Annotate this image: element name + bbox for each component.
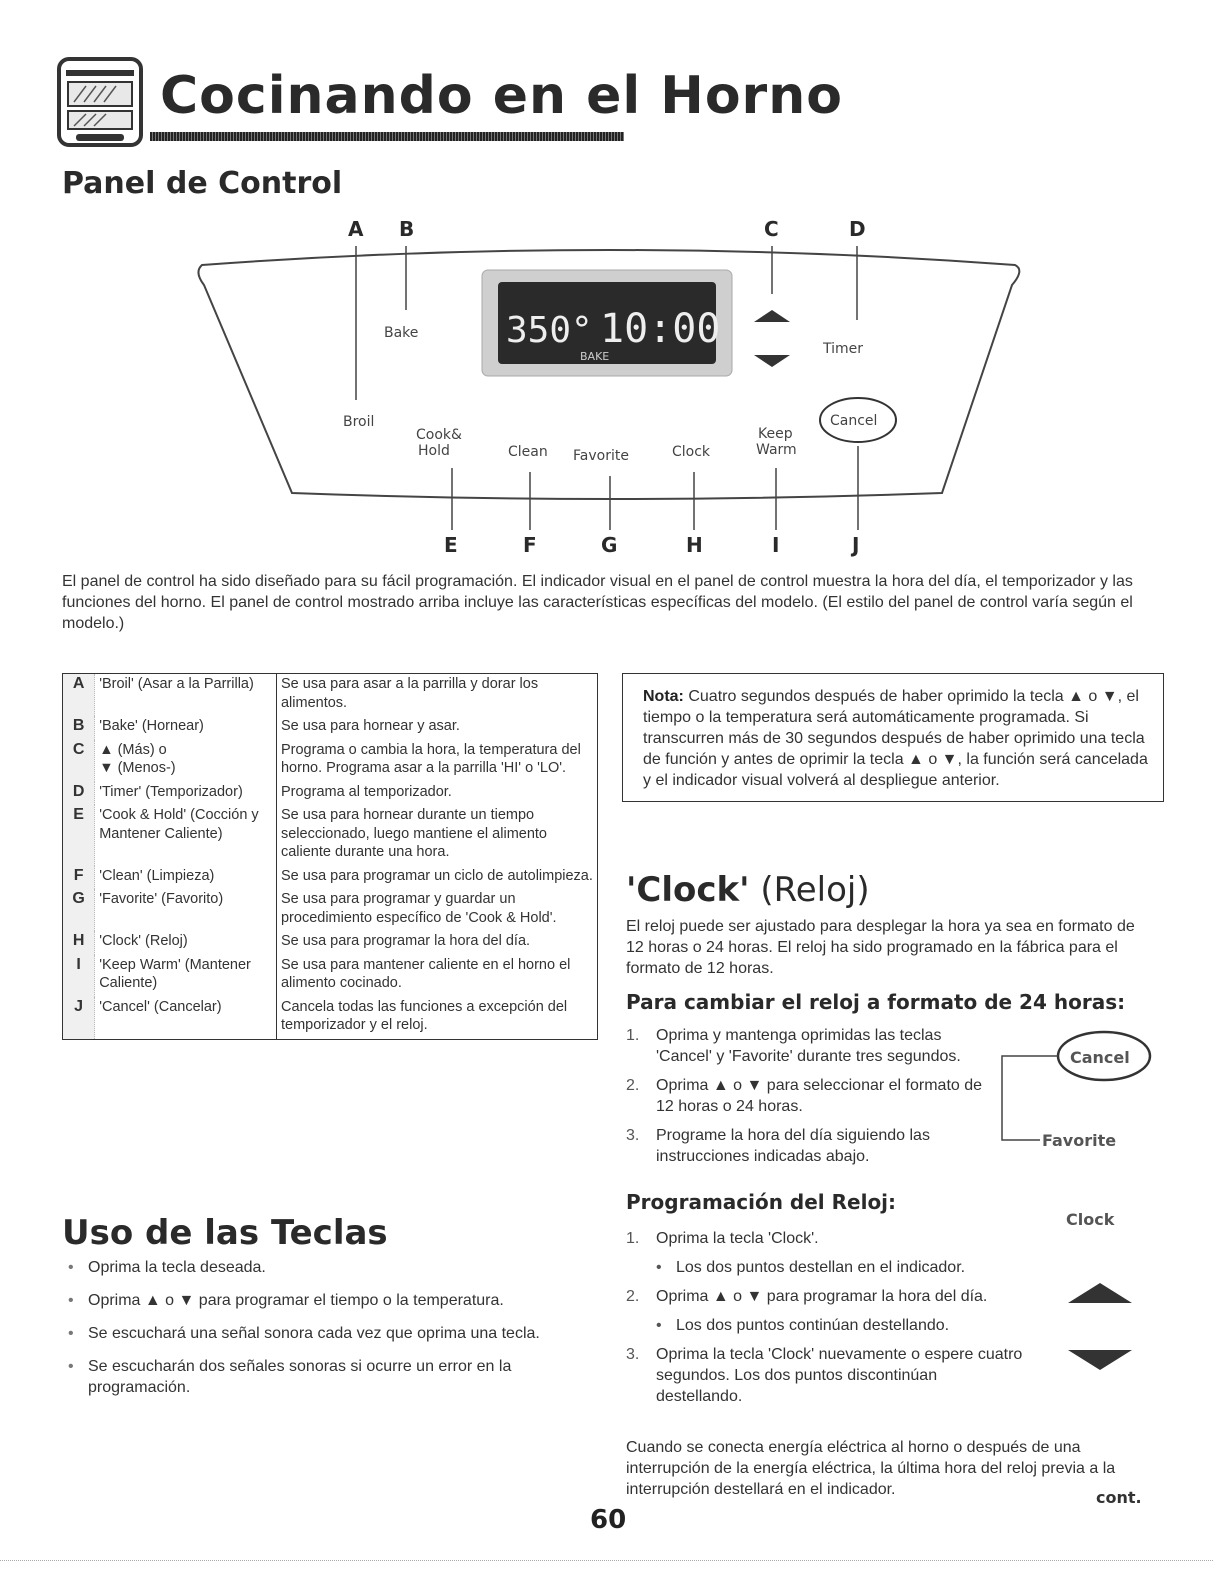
table-row (63, 740, 598, 782)
clock-steps-list (626, 1228, 1026, 1415)
clock-intro-text: El reloj puede ser ajustado para desplegar la hora ya sea en formato de 12 horas o 24 horas. El reloj ha sido programado en la fábrica para el formato de 12 horas. (626, 918, 1135, 977)
timer-button[interactable]: Timer (823, 341, 864, 357)
title-underline (150, 132, 624, 141)
letter-b: B (399, 217, 415, 241)
up-arrow-icon[interactable] (754, 310, 790, 322)
clean-button[interactable]: Clean (508, 444, 548, 460)
table-row (63, 889, 598, 931)
key-letter: F (63, 866, 95, 890)
list-item: 2. Oprima ▲ o ▼ para seleccionar el formato de 12 horas o 24 horas. (626, 1077, 983, 1115)
letter-g: G (601, 533, 618, 557)
list-item: • Se escucharán dos señales sonoras si ocurre un error en la programación. (62, 1356, 592, 1398)
key-desc: Se usa para programar y guardar un procedimiento específico de 'Cook & Hold'. (280, 891, 557, 926)
panel-section-title: Panel de Control (62, 166, 343, 201)
cook-hold-button-line1[interactable]: Cook& (416, 427, 462, 443)
display-temp: 350° (506, 310, 593, 351)
table-row (63, 716, 598, 740)
page-number: 60 (590, 1505, 627, 1535)
key-name: 'Bake' (Hornear) (95, 716, 277, 740)
table-row (63, 674, 598, 717)
key-desc: Programa o cambia la hora, la temperatura del horno. Programa asar a la parrilla 'HI' o 'LO'. (280, 741, 581, 776)
letter-f: F (523, 533, 537, 557)
keep-warm-button-line1[interactable]: Keep (758, 426, 793, 442)
key-desc: Cancela todas las funciones a excepción del temporizador y el reloj. (280, 998, 568, 1033)
broil-button[interactable]: Broil (343, 414, 375, 430)
key-name: 'Favorite' (Favorito) (95, 889, 277, 931)
list-item: • Oprima la tecla deseada. (62, 1257, 592, 1278)
key-desc: Programa al temporizador. (280, 783, 452, 800)
note-text: Cuatro segundos después de haber oprimido la tecla ▲ o ▼, el tiempo o la temperatura será automáticamente programada. Si transcurren más de 30 segundos después de haber oprimido una tecla de función y antes de oprimir la tecla ▲ o ▼, la función será cancelada y el indicador visual volverá al despliegue anterior. (643, 688, 1148, 789)
favorite-button[interactable]: Favorite (573, 448, 629, 464)
list-item: 1. Oprima la tecla 'Clock'. (626, 1230, 819, 1247)
table-row (63, 931, 598, 955)
cook-hold-button-line2[interactable]: Hold (418, 443, 450, 459)
key-letter: G (63, 889, 95, 931)
list-item: 1. Oprima y mantenga oprimidas las teclas 'Cancel' y 'Favorite' durante tres segundos. (626, 1027, 961, 1065)
keep-warm-button-line2[interactable]: Warm (756, 442, 797, 458)
cancel-favorite-illustration (1000, 1018, 1160, 1158)
list-item: • Los dos puntos continúan destellando. (656, 1317, 950, 1334)
down-arrow-icon[interactable] (754, 355, 790, 367)
list-item: • Se escuchará una señal sonora cada vez que oprima una tecla. (62, 1323, 592, 1344)
key-letter: J (63, 997, 95, 1040)
key-name: 'Cook & Hold' (Cocción y Mantener Caliente) (95, 805, 277, 866)
letter-j: J (852, 533, 860, 557)
key-letter: E (63, 805, 95, 866)
key-desc: Se usa para hornear durante un tiempo seleccionado, luego mantiene el alimento caliente durante una hora. (280, 807, 547, 860)
clock-button[interactable]: Clock (672, 444, 711, 460)
letter-a: A (348, 217, 364, 241)
key-letter: I (63, 955, 95, 997)
note-label: Nota: (643, 688, 684, 705)
key-desc: Se usa para programar un ciclo de autolimpieza. (280, 867, 593, 884)
up-arrow-icon (1068, 1283, 1132, 1303)
favorite-label: Favorite (1042, 1131, 1117, 1150)
key-name: 'Timer' (Temporizador) (95, 782, 277, 806)
key-letter: C (63, 740, 95, 782)
list-item: 3. Programe la hora del día siguiendo las instrucciones indicadas abajo. (626, 1127, 930, 1165)
key-letter: B (63, 716, 95, 740)
table-row (63, 955, 598, 997)
key-desc: Se usa para asar a la parrilla y dorar los alimentos. (280, 676, 539, 711)
display-time: 10:00 (600, 306, 721, 352)
key-name-down: (Menos-) (117, 760, 176, 776)
key-letter: H (63, 931, 95, 955)
table-row (63, 997, 598, 1040)
letter-d: D (849, 217, 866, 241)
clock-title-quoted: 'Clock' (626, 870, 750, 910)
display-mode: BAKE (580, 350, 610, 363)
key-name: 'Keep Warm' (Mantener Caliente) (95, 955, 277, 997)
list-item: 2. Oprima ▲ o ▼ para programar la hora del día. (626, 1288, 988, 1305)
continued-label: cont. (1096, 1488, 1142, 1507)
key-name: 'Clock' (Reloj) (95, 931, 277, 955)
clock-title-rest: (Reloj) (749, 870, 870, 910)
uso-list (62, 1257, 592, 1410)
page-title: Cocinando en el Horno (160, 66, 843, 126)
panel-intro-text: El panel de control ha sido diseñado para su fácil programación. El indicador visual en el panel de control muestra la hora del día, el temporizador y las funciones del horno. El panel de control mostrado arriba incluye las características específicas del modelo. (El estilo del panel de control varía según el modelo.) (62, 573, 1133, 632)
letter-i: I (772, 533, 780, 557)
letter-e: E (444, 533, 458, 557)
down-arrow-icon: ▼ (99, 760, 114, 776)
cancel-label: Cancel (1070, 1048, 1130, 1067)
oven-icon (56, 56, 144, 148)
letter-h: H (686, 533, 703, 557)
list-item: • Los dos puntos destellan en el indicador. (656, 1259, 966, 1276)
uso-section-title: Uso de las Teclas (62, 1213, 388, 1253)
key-name (95, 740, 277, 782)
up-arrow-icon: ▲ (99, 741, 114, 758)
down-arrow-icon (1068, 1350, 1132, 1370)
key-letter: A (63, 674, 95, 717)
key-desc: Se usa para hornear y asar. (280, 718, 460, 734)
clock-arrows-illustration (1050, 1195, 1160, 1395)
cancel-button-label: Cancel (830, 413, 878, 429)
table-row (63, 866, 598, 890)
bottom-rule (0, 1560, 1213, 1562)
list-item: 3. Oprima la tecla 'Clock' nuevamente o espere cuatro segundos. Los dos puntos discontinúan destellando. (626, 1346, 1023, 1405)
format-steps-list (626, 1025, 986, 1175)
key-name: 'Cancel' (Cancelar) (95, 997, 277, 1040)
key-desc: Se usa para mantener caliente en el horno el alimento cocinado. (280, 956, 571, 991)
list-item: • Oprima ▲ o ▼ para programar el tiempo o la temperatura. (62, 1290, 592, 1311)
clock-program-subtitle: Programación del Reloj: (626, 1190, 897, 1214)
key-name: 'Broil' (Asar a la Parrilla) (95, 674, 277, 717)
table-row (63, 782, 598, 806)
key-letter: D (63, 782, 95, 806)
note-box (622, 673, 1164, 802)
letter-c: C (764, 217, 779, 241)
key-name-up: (Más) o (117, 741, 167, 758)
key-table (62, 673, 598, 1040)
clock-section-title (626, 870, 870, 910)
clock-footnote: Cuando se conecta energía eléctrica al horno o después de una interrupción de la energía eléctrica, la última hora del reloj previa a la interrupción destellará en el indicador. (626, 1439, 1116, 1498)
format-24h-subtitle: Para cambiar el reloj a formato de 24 horas: (626, 990, 1126, 1014)
bake-button[interactable]: Bake (384, 325, 419, 341)
key-name: 'Clean' (Limpieza) (95, 866, 277, 890)
control-panel-diagram (190, 210, 1030, 565)
key-desc: Se usa para programar la hora del día. (280, 933, 531, 949)
clock-label: Clock (1066, 1210, 1115, 1229)
table-row (63, 805, 598, 866)
